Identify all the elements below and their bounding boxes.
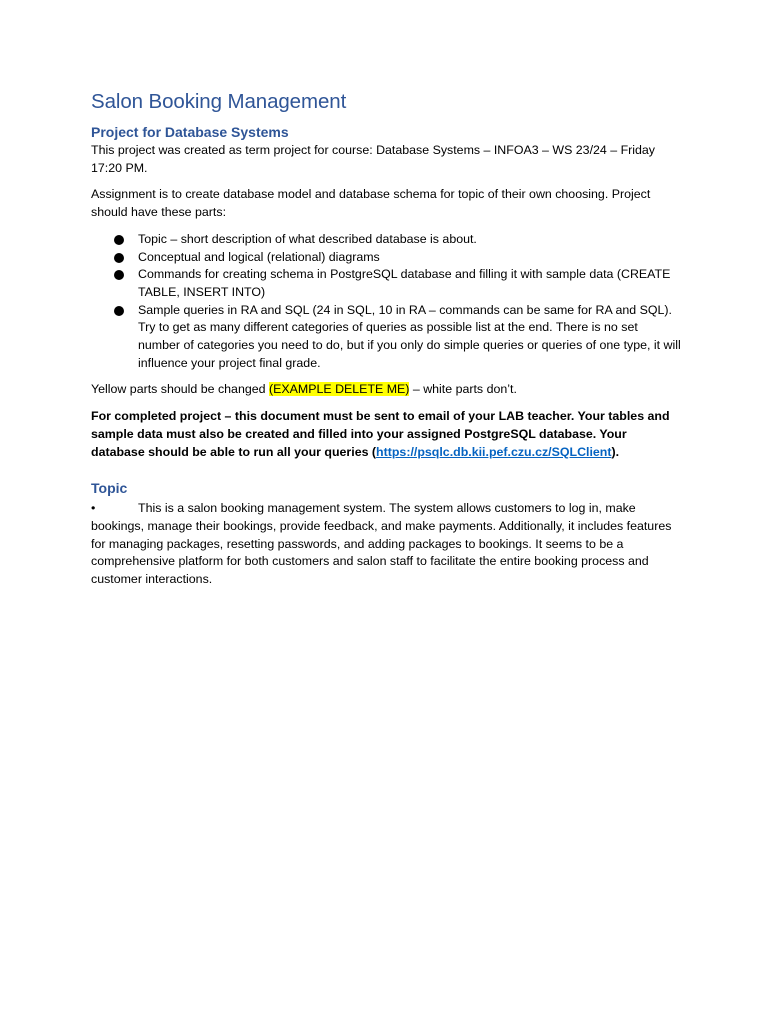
topic-bullet: •	[91, 501, 96, 516]
document-title: Salon Booking Management	[91, 90, 347, 113]
bullet-icon	[114, 270, 124, 280]
yellow-note-paragraph	[91, 381, 681, 399]
assignment-paragraph: Assignment is to create database model and database schema for topic of their own choosing. Project should have these parts:	[91, 187, 651, 220]
topic-heading: Topic	[91, 480, 128, 497]
bullet-icon	[114, 306, 124, 316]
completed-project-note	[91, 408, 681, 461]
topic-paragraph	[91, 500, 681, 589]
list-item-text: Conceptual and logical (relational) diagrams	[138, 249, 380, 264]
sql-client-link[interactable]: https://psqlc.db.kii.pef.czu.cz/SQLClient	[376, 444, 612, 459]
completed-note-after: ).	[611, 444, 620, 459]
list-item	[138, 231, 681, 249]
list-item	[138, 266, 681, 301]
document-page	[91, 86, 681, 589]
document-subtitle: Project for Database Systems	[91, 124, 289, 140]
topic-text: This is a salon booking management system. The system allows customers to log in, make bookings, manage their bookings, provide feedback, and make payments. Additionally, it includes features for managing packages, resetting passwords, and adding packages to bookings. It seems to be a comprehensive platform for both customers and salon staff to facilitate the entire booking process and customer interactions.	[91, 501, 672, 587]
list-item-text: Topic – short description of what described database is about.	[138, 231, 477, 246]
yellow-note-before: Yellow parts should be changed	[91, 382, 269, 397]
parts-list	[91, 231, 681, 373]
bullet-icon	[114, 253, 124, 263]
completed-note-text: For completed project – this document must be sent to email of your LAB teacher. Your tables and sample data must also be created and filled into your assigned PostgreSQL database. Your database should be able to run all your queries (	[91, 409, 670, 459]
list-item	[138, 249, 681, 267]
highlighted-example: (EXAMPLE DELETE ME)	[268, 382, 410, 397]
yellow-note-after: – white parts don’t.	[409, 382, 517, 397]
list-item	[138, 302, 681, 373]
bullet-icon	[114, 235, 124, 245]
list-item-text: Sample queries in RA and SQL (24 in SQL, 10 in RA – commands can be same for RA and SQL). Try to get as many different categories of queries as possible list at the end. There is no set number of categories you need to do, but if you only do simple queries or queries of one type, it will influence your project final grade.	[138, 302, 681, 370]
intro-paragraph: This project was created as term project for course: Database Systems – INFOA3 – WS 23/24 – Friday 17:20 PM.	[91, 143, 655, 175]
list-item-text: Commands for creating schema in PostgreSQL database and filling it with sample data (CREATE TABLE, INSERT INTO)	[138, 267, 671, 299]
